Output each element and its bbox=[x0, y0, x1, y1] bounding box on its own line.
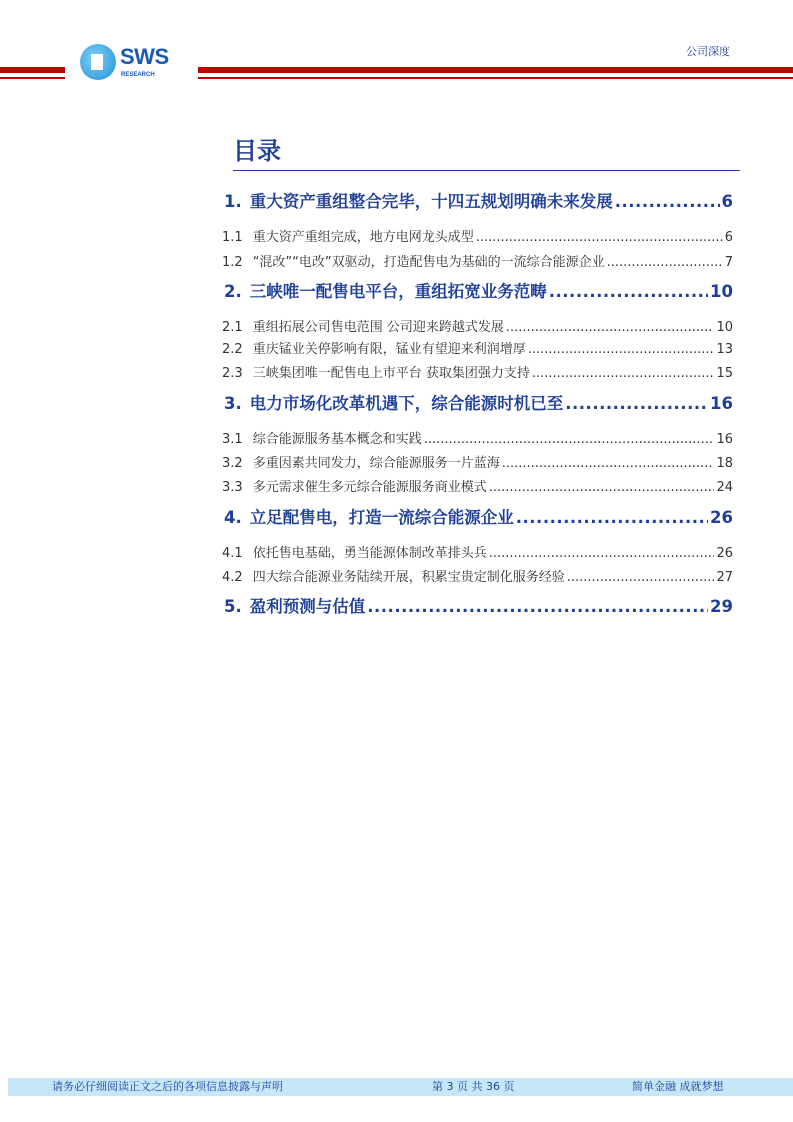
toc-leader-dots bbox=[607, 255, 723, 271]
toc-entry[interactable] bbox=[222, 342, 733, 358]
toc-entry-title: 三峡唯一配售电平台，重组拓宽业务范畴 bbox=[249, 282, 547, 301]
toc-entry[interactable] bbox=[222, 282, 733, 302]
toc-entry-title: “混改”“电改”双驱动，打造配售电为基础的一流综合能源企业 bbox=[252, 255, 605, 270]
toc-entry[interactable] bbox=[222, 366, 733, 382]
toc-title: 目录 bbox=[233, 137, 281, 165]
toc-entry-page: 18 bbox=[716, 456, 733, 471]
toc-entry-title: 三峡集团唯一配售电上市平台 获取集团强力支持 bbox=[252, 366, 530, 381]
toc-entry-page: 10 bbox=[716, 320, 733, 335]
toc-entry-page: 10 bbox=[710, 282, 733, 301]
logo-ring-icon bbox=[80, 44, 116, 80]
toc-entry-number: 1.2 bbox=[222, 255, 243, 270]
toc-entry-page: 6 bbox=[721, 192, 733, 211]
toc-entry-number: 1. bbox=[224, 192, 242, 211]
toc-title-rule bbox=[233, 170, 740, 171]
toc-leader-dots bbox=[489, 546, 715, 562]
toc-entry-number: 3.1 bbox=[222, 432, 243, 447]
toc-leader-dots bbox=[516, 508, 708, 528]
toc-entry[interactable] bbox=[222, 394, 733, 414]
toc-entry-page: 6 bbox=[724, 230, 733, 245]
toc-entry-title: 盈利预测与估值 bbox=[249, 597, 366, 616]
toc-entry-number: 1.1 bbox=[222, 230, 243, 245]
header-rule-left-thick bbox=[0, 67, 65, 73]
footer-band bbox=[8, 1078, 793, 1096]
toc-entry-page: 26 bbox=[710, 508, 733, 527]
toc-entry[interactable] bbox=[222, 597, 733, 617]
toc-entry[interactable] bbox=[222, 230, 733, 246]
toc-entry-page: 7 bbox=[724, 255, 733, 270]
report-category: 公司深度 bbox=[686, 45, 730, 58]
toc-entry-number: 3.2 bbox=[222, 456, 243, 471]
header-rule-right-thick bbox=[198, 67, 793, 73]
toc-leader-dots bbox=[528, 342, 715, 358]
toc-entry-page: 27 bbox=[716, 570, 733, 585]
toc-entry[interactable] bbox=[222, 508, 733, 528]
toc-leader-dots bbox=[615, 192, 720, 212]
toc-entry-number: 3.3 bbox=[222, 480, 243, 495]
toc-entry-page: 13 bbox=[716, 342, 733, 357]
toc-leader-dots bbox=[549, 282, 708, 302]
toc-entry-title: 多重因素共同发力，综合能源服务一片蓝海 bbox=[252, 456, 500, 471]
toc-entry-title: 重大资产重组完成，地方电网龙头成型 bbox=[252, 230, 474, 245]
toc-entry-page: 29 bbox=[710, 597, 733, 616]
toc-entry[interactable] bbox=[222, 192, 733, 212]
toc-leader-dots bbox=[532, 366, 715, 382]
toc-entry-page: 15 bbox=[716, 366, 733, 381]
toc-entry-number: 4.2 bbox=[222, 570, 243, 585]
toc-leader-dots bbox=[506, 320, 715, 336]
toc-leader-dots bbox=[476, 230, 723, 246]
toc-entry-number: 2.1 bbox=[222, 320, 243, 335]
toc-entry-number: 2.2 bbox=[222, 342, 243, 357]
toc-entry[interactable] bbox=[222, 456, 733, 472]
toc-leader-dots bbox=[367, 597, 708, 617]
header-rule-right-thin bbox=[198, 77, 793, 79]
toc-entry-title: 依托售电基础，勇当能源体制改革排头兵 bbox=[252, 546, 487, 561]
toc-entry-number: 5. bbox=[224, 597, 242, 616]
toc-entry-title: 立足配售电，打造一流综合能源企业 bbox=[249, 508, 514, 527]
footer-slogan: 简单金融 成就梦想 bbox=[632, 1080, 724, 1093]
toc-entry-title: 重庆锰业关停影响有限，锰业有望迎来利润增厚 bbox=[252, 342, 526, 357]
toc-leader-dots bbox=[565, 394, 708, 414]
toc-entry[interactable] bbox=[222, 432, 733, 448]
logo-text: SWS bbox=[120, 44, 169, 69]
footer-disclaimer: 请务必仔细阅读正文之后的各项信息披露与声明 bbox=[52, 1080, 283, 1093]
toc-entry-title: 重大资产重组整合完毕，十四五规划明确未来发展 bbox=[249, 192, 613, 211]
toc-entry-page: 16 bbox=[716, 432, 733, 447]
sws-logo bbox=[80, 44, 185, 86]
toc-leader-dots bbox=[567, 570, 715, 586]
toc-entry-number: 4. bbox=[224, 508, 242, 527]
toc-entry-page: 24 bbox=[716, 480, 733, 495]
toc-entry-number: 2. bbox=[224, 282, 242, 301]
toc-entry[interactable] bbox=[222, 255, 733, 271]
toc-leader-dots bbox=[424, 432, 715, 448]
toc-entry[interactable] bbox=[222, 570, 733, 586]
toc-entry-title: 电力市场化改革机遇下，综合能源时机已至 bbox=[249, 394, 564, 413]
toc-entry-number: 4.1 bbox=[222, 546, 243, 561]
toc-entry-page: 16 bbox=[710, 394, 733, 413]
toc-entry-number: 2.3 bbox=[222, 366, 243, 381]
toc-entry-page: 26 bbox=[716, 546, 733, 561]
header-rule-left-thin bbox=[0, 77, 65, 79]
logo-subtext: RESEARCH bbox=[121, 72, 155, 78]
toc-entry-title: 综合能源服务基本概念和实践 bbox=[252, 432, 422, 447]
toc-entry[interactable] bbox=[222, 320, 733, 336]
toc-entry-number: 3. bbox=[224, 394, 242, 413]
toc-leader-dots bbox=[489, 480, 715, 496]
footer-page-info: 第 3 页 共 36 页 bbox=[432, 1080, 515, 1093]
toc-entry[interactable] bbox=[222, 480, 733, 496]
toc-entry-title: 重组拓展公司售电范围 公司迎来跨越式发展 bbox=[252, 320, 504, 335]
toc-entry-title: 多元需求催生多元综合能源服务商业模式 bbox=[252, 480, 487, 495]
toc-leader-dots bbox=[502, 456, 715, 472]
toc-entry-title: 四大综合能源业务陆续开展，积累宝贵定制化服务经验 bbox=[252, 570, 565, 585]
toc-entry[interactable] bbox=[222, 546, 733, 562]
